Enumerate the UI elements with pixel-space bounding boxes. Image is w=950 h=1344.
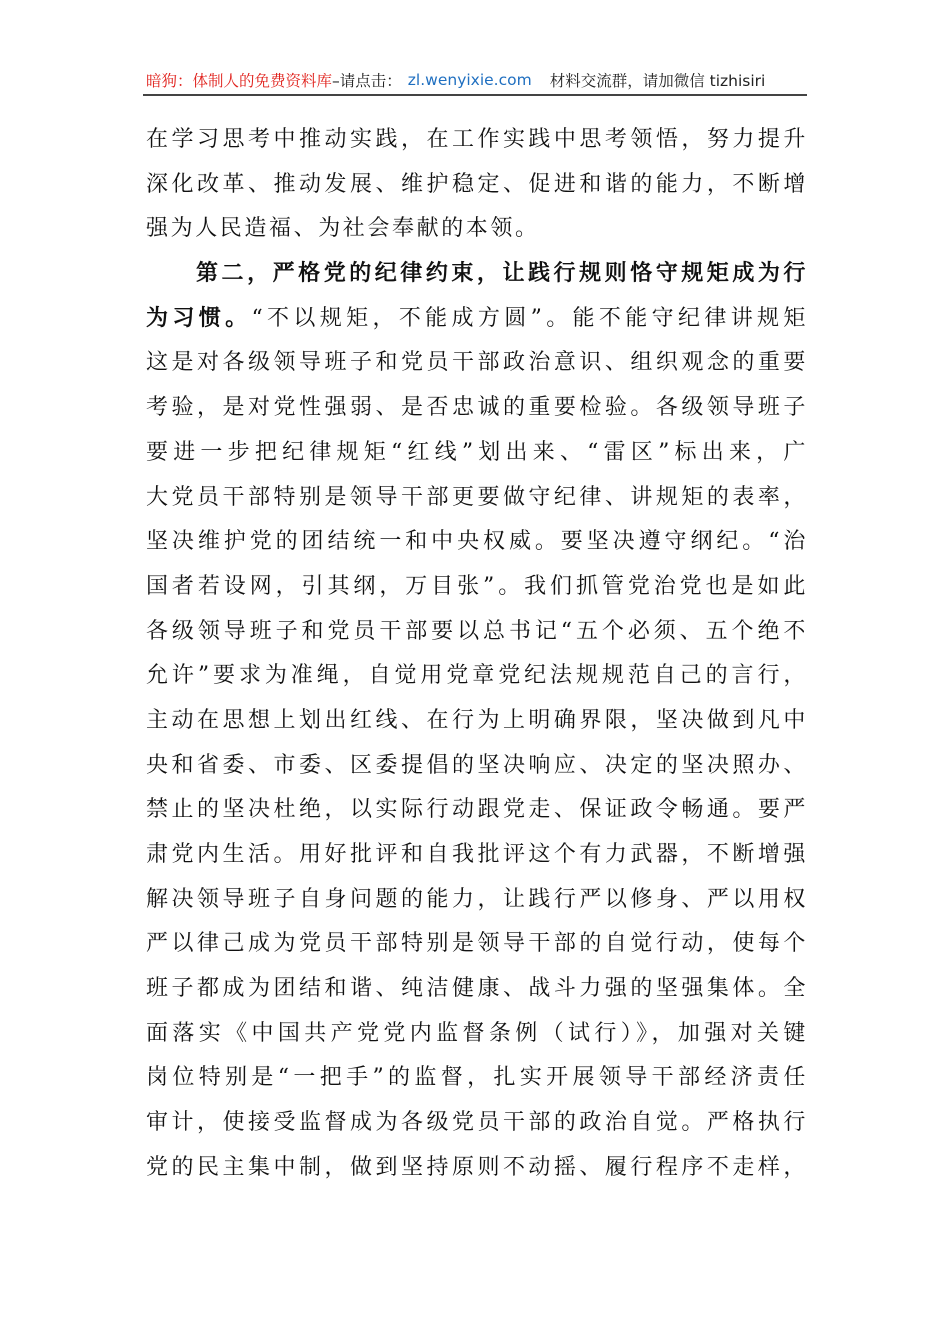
text-line: 国者若设网，引其纲，万目张”。我们抓管党治党也是如此: [146, 573, 808, 599]
text-line: 主动在思想上划出红线、在行为上明确界限，坚决做到凡中: [146, 707, 808, 733]
header-contact: 材料交流群，请加微信 tizhisiri: [549, 72, 766, 90]
text-line: 坚决维护党的团结统一和中央权威。要坚决遵守纲纪。“治: [146, 529, 808, 555]
text-line: 在学习思考中推动实践，在工作实践中思考领悟，努力提升: [146, 127, 808, 152]
text-line: 允许”要求为准绳，自觉用党章党纪法规规范自己的言行，: [146, 663, 808, 689]
text-line: 审计，使接受监督成为各级党员干部的政治自觉。严格执行: [146, 1110, 808, 1136]
header-divider: [143, 94, 807, 96]
text-line: 禁止的坚决杜绝，以实际行动跟党走、保证政令畅通。要严: [146, 797, 808, 823]
paragraph-2: [146, 257, 808, 1195]
text-line: 班子都成为团结和谐、纯洁健康、战斗力强的坚强集体。全: [146, 976, 808, 1002]
text-run: “不以规矩，不能成方圆”。能不能守纪律讲规矩: [251, 305, 809, 331]
paragraph-1: [146, 123, 808, 257]
section-heading-end: 为习惯。: [146, 305, 252, 331]
text-line: 大党员干部特别是领导干部更要做守纪律、讲规矩的表率，: [146, 484, 808, 510]
text-line: 要进一步把纪律规矩“红线”划出来、“雷区”标出来，广: [146, 439, 808, 465]
text-line: 党的民主集中制，做到坚持原则不动摇、履行程序不走样，: [146, 1154, 808, 1180]
text-line: 岗位特别是“一把手”的监督，扎实开展领导干部经济责任: [146, 1065, 808, 1091]
section-heading: 第二，严格党的纪律约束，让践行规则恪守规矩成为行: [196, 261, 808, 287]
text-line: [146, 302, 808, 347]
text-line: 面落实《中国共产党党内监督条例（试行）》，加强对关键: [146, 1020, 808, 1046]
text-line: 央和省委、市委、区委提倡的坚决响应、决定的坚决照办、: [146, 752, 808, 778]
text-line: 这是对各级领导班子和党员干部政治意识、组织观念的重要: [146, 350, 808, 376]
page-header: [146, 68, 806, 92]
text-line: 强为人民造福、为社会奉献的本领。: [146, 216, 540, 242]
paragraph-heading-line: [146, 257, 808, 302]
text-line: 深化改革、推动发展、维护稳定、促进和谐的能力，不断增: [146, 171, 808, 197]
header-url-link[interactable]: zl.wenyixie.com: [407, 71, 532, 89]
text-line: 考验，是对党性强弱、是否忠诚的重要检验。各级领导班子: [146, 395, 808, 421]
text-line: 严以律己成为党员干部特别是领导干部的自觉行动，使每个: [146, 931, 808, 957]
text-line: 肃党内生活。用好批评和自我批评这个有力武器，不断增强: [146, 842, 808, 867]
text-line: 解决领导班子自身问题的能力，让践行严以修身、严以用权: [146, 886, 808, 912]
header-prompt: –请点击：: [332, 72, 402, 90]
header-brand: 暗狗：体制人的免费资料库: [146, 72, 333, 90]
text-line: 各级领导班子和党员干部要以总书记“五个必须、五个绝不: [146, 618, 808, 644]
document-body: [146, 123, 808, 1196]
